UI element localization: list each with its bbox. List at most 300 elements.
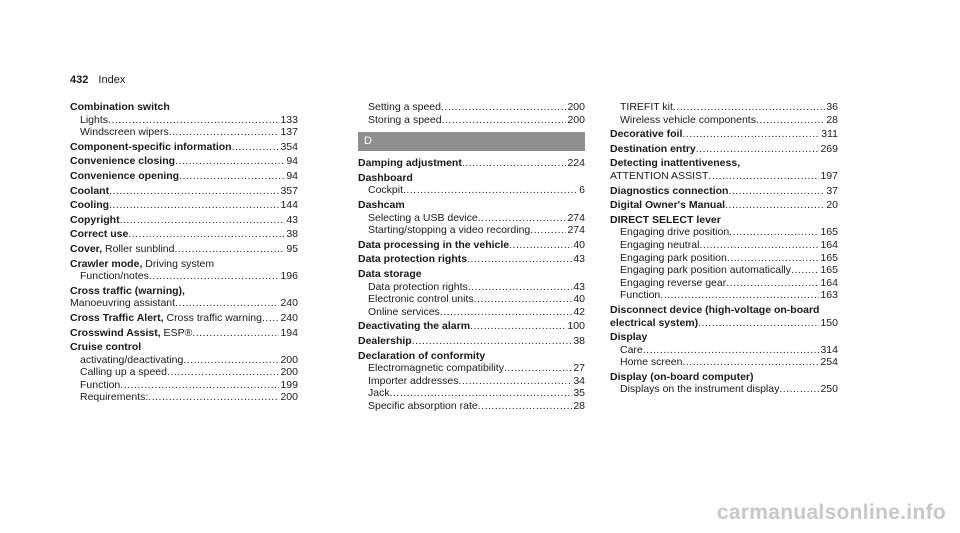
page-reference[interactable]: 199 xyxy=(280,378,298,391)
page-reference[interactable]: 165 xyxy=(820,264,838,277)
index-term xyxy=(70,155,175,168)
index-line[interactable] xyxy=(610,289,838,302)
leader-dots xyxy=(756,114,825,127)
entry-heading xyxy=(358,172,585,185)
leader-dots xyxy=(729,226,819,239)
page-reference[interactable]: 150 xyxy=(820,316,838,329)
index-term-text: Specific absorption rate xyxy=(368,399,478,412)
leader-dots xyxy=(462,157,567,170)
index-term-text: Manoeuvring assistant xyxy=(70,297,176,310)
page-reference[interactable]: 43 xyxy=(573,280,585,293)
index-line[interactable] xyxy=(358,335,585,348)
index-term xyxy=(620,383,779,396)
index-line[interactable] xyxy=(358,157,585,170)
watermark: carmanualsonline.info xyxy=(716,501,946,524)
index-term xyxy=(70,214,120,227)
index-term-text: Destination entry xyxy=(610,142,696,155)
page-reference[interactable]: 200 xyxy=(280,353,298,366)
page-reference[interactable]: 34 xyxy=(573,374,585,387)
leader-dots xyxy=(726,277,819,290)
index-line[interactable] xyxy=(610,356,838,369)
page-reference[interactable]: 165 xyxy=(820,226,838,239)
index-term xyxy=(368,114,442,127)
index-term xyxy=(368,306,440,319)
leader-dots xyxy=(120,214,286,227)
index-entry xyxy=(358,320,585,333)
index-term xyxy=(368,362,504,375)
page-reference[interactable]: 28 xyxy=(826,113,838,126)
page-reference[interactable]: 40 xyxy=(573,293,585,306)
index-term-text: Component-specific information xyxy=(70,140,232,153)
index-term-text: Data protection rights xyxy=(358,253,468,266)
index-line[interactable] xyxy=(610,239,838,252)
leader-dots xyxy=(474,293,573,306)
index-line[interactable] xyxy=(358,306,585,319)
entry-heading-text: Detecting inattentiveness, xyxy=(610,157,741,170)
index-line[interactable] xyxy=(610,114,838,127)
index-term xyxy=(368,400,478,413)
entry-heading xyxy=(610,331,838,344)
index-term-text: Importer addresses xyxy=(368,374,459,387)
index-term xyxy=(620,226,729,239)
index-term xyxy=(70,199,109,212)
leader-dots xyxy=(682,128,820,141)
leader-dots xyxy=(728,185,825,198)
index-line[interactable] xyxy=(610,185,838,198)
index-entry xyxy=(70,101,298,139)
page-reference[interactable]: 37 xyxy=(826,184,838,197)
index-line[interactable] xyxy=(70,270,298,283)
leader-dots xyxy=(109,199,279,212)
page-reference[interactable]: 357 xyxy=(280,184,298,197)
index-term xyxy=(368,387,390,400)
page-reference[interactable]: 95 xyxy=(286,242,298,255)
index-term-suffix: Roller sunblind xyxy=(102,242,175,255)
index-entry xyxy=(70,228,298,241)
page-reference[interactable]: 224 xyxy=(567,157,585,170)
index-term xyxy=(80,354,183,367)
entry-heading-text: Disconnect device (high-voltage on-board xyxy=(610,303,820,316)
index-term-text: Cover, xyxy=(70,242,103,255)
index-term xyxy=(620,289,660,302)
index-entry xyxy=(610,101,838,126)
index-term xyxy=(70,327,192,340)
index-entry xyxy=(70,185,298,198)
index-term-text: Data protection rights xyxy=(368,280,468,293)
entry-heading xyxy=(358,350,585,363)
page-reference[interactable]: 20 xyxy=(826,199,838,212)
index-term xyxy=(620,356,682,369)
index-entry xyxy=(70,155,298,168)
page-reference[interactable]: 133 xyxy=(280,113,298,126)
leader-dots xyxy=(149,270,280,283)
index-line[interactable] xyxy=(358,224,585,237)
index-line[interactable] xyxy=(610,317,838,330)
leader-dots xyxy=(682,356,819,369)
page-reference[interactable]: 100 xyxy=(567,320,585,333)
index-term xyxy=(358,320,470,333)
index-entry xyxy=(70,199,298,212)
page-reference[interactable]: 354 xyxy=(280,140,298,153)
index-line[interactable] xyxy=(70,155,298,168)
entry-heading xyxy=(358,268,585,281)
leader-dots xyxy=(643,344,820,357)
leader-dots xyxy=(441,101,566,114)
leader-dots xyxy=(440,306,573,319)
index-line[interactable] xyxy=(358,212,585,225)
page-number: 432 xyxy=(70,74,89,86)
index-term-text: Selecting a USB device xyxy=(368,211,478,224)
leader-dots xyxy=(725,199,825,212)
page-reference[interactable]: 40 xyxy=(573,238,585,251)
index-term xyxy=(80,379,120,392)
index-term-text: activating/deactivating xyxy=(80,353,184,366)
leader-dots xyxy=(174,243,285,256)
index-line[interactable] xyxy=(70,228,298,241)
entry-heading-text: Cruise control xyxy=(70,341,142,354)
index-line[interactable] xyxy=(70,214,298,227)
index-term-text: Dealership xyxy=(358,334,412,347)
entry-heading-text: Cross traffic (warning), xyxy=(70,284,185,297)
section-heading: D xyxy=(358,132,585,151)
index-term xyxy=(80,366,167,379)
index-term-text: Engaging park position automatically xyxy=(620,264,792,277)
index-term xyxy=(368,281,468,294)
index-entry xyxy=(610,157,838,182)
entry-heading-text: DIRECT SELECT lever xyxy=(610,213,721,226)
page-reference[interactable]: 137 xyxy=(280,126,298,139)
leader-dots xyxy=(403,184,578,197)
index-term-text: Storing a speed xyxy=(368,113,442,126)
entry-heading xyxy=(70,341,298,354)
index-line[interactable] xyxy=(358,239,585,252)
index-term-text: Convenience closing xyxy=(70,155,176,168)
index-entry xyxy=(70,214,298,227)
index-term xyxy=(620,277,726,290)
index-term xyxy=(70,243,174,256)
index-line[interactable] xyxy=(358,375,585,388)
index-term-text: Engaging park position xyxy=(620,251,727,264)
index-line[interactable] xyxy=(610,199,838,212)
page-reference[interactable]: 311 xyxy=(821,128,838,141)
leader-dots xyxy=(108,114,279,127)
leader-dots xyxy=(478,400,573,413)
index-line[interactable] xyxy=(610,383,838,396)
index-line[interactable] xyxy=(70,379,298,392)
index-term-text: Engaging neutral xyxy=(620,238,700,251)
page-reference[interactable]: 27 xyxy=(573,362,585,375)
index-term-text: Cross Traffic Alert, xyxy=(70,311,164,324)
index-line[interactable] xyxy=(610,277,838,290)
index-line[interactable] xyxy=(358,293,585,306)
index-line[interactable] xyxy=(358,253,585,266)
page-reference[interactable]: 94 xyxy=(286,169,298,182)
index-term-text: Requirements: xyxy=(80,391,149,404)
index-line[interactable] xyxy=(70,312,298,325)
page-reference[interactable]: 240 xyxy=(280,311,298,324)
page-reference[interactable]: 144 xyxy=(280,199,298,212)
page-reference[interactable]: 164 xyxy=(820,276,838,289)
index-term-text: Function/notes xyxy=(80,270,149,283)
index-column-1 xyxy=(70,101,298,406)
index-term-suffix: Cross traffic warning xyxy=(163,311,262,324)
index-term-text: Crosswind Assist, xyxy=(70,326,161,339)
index-term xyxy=(368,293,474,306)
page-reference[interactable]: 38 xyxy=(573,334,585,347)
page-reference[interactable]: 38 xyxy=(286,228,298,241)
index-line[interactable] xyxy=(358,400,585,413)
leader-dots xyxy=(179,170,285,183)
entry-heading xyxy=(610,371,838,384)
index-line[interactable] xyxy=(70,170,298,183)
index-entry xyxy=(358,101,585,126)
entry-heading xyxy=(610,304,838,317)
index-term xyxy=(368,101,441,114)
leader-dots xyxy=(727,252,820,265)
page-reference[interactable]: 200 xyxy=(567,113,585,126)
index-term-text: Decorative foil xyxy=(610,128,683,141)
index-term-text: Windscreen wipers xyxy=(80,126,169,139)
entry-heading xyxy=(70,285,298,298)
page-reference[interactable]: 43 xyxy=(573,253,585,266)
index-entry xyxy=(70,141,298,154)
index-line[interactable] xyxy=(70,243,298,256)
page-reference[interactable]: 6 xyxy=(579,184,585,197)
index-term-text: Function xyxy=(80,378,121,391)
index-term xyxy=(368,224,530,237)
page-reference[interactable]: 165 xyxy=(820,251,838,264)
leader-dots xyxy=(232,141,280,154)
index-term xyxy=(610,317,698,330)
index-term-text: Engaging reverse gear xyxy=(620,276,727,289)
page-reference[interactable]: 200 xyxy=(280,391,298,404)
index-term xyxy=(620,252,727,265)
page-reference[interactable]: 274 xyxy=(567,224,585,237)
page-reference[interactable]: 42 xyxy=(573,305,585,318)
page-reference[interactable]: 94 xyxy=(286,155,298,168)
index-line[interactable] xyxy=(358,362,585,375)
index-entry xyxy=(358,157,585,170)
index-term xyxy=(610,185,728,198)
index-term-text: Damping adjustment xyxy=(358,157,462,170)
leader-dots xyxy=(708,170,819,183)
index-line[interactable] xyxy=(610,170,838,183)
leader-dots xyxy=(504,362,572,375)
index-line[interactable] xyxy=(358,114,585,127)
page-title: Index xyxy=(98,74,126,86)
index-term-text: Care xyxy=(620,343,643,356)
entry-heading xyxy=(358,199,585,212)
index-entry xyxy=(70,258,298,283)
leader-dots xyxy=(442,114,567,127)
index-term-text: ATTENTION ASSIST xyxy=(610,169,709,182)
page-reference[interactable]: 200 xyxy=(567,101,585,113)
leader-dots xyxy=(120,379,279,392)
leader-dots xyxy=(660,289,819,302)
index-entry xyxy=(610,143,838,156)
index-term xyxy=(620,344,643,357)
page-reference[interactable]: 164 xyxy=(820,238,838,251)
entry-heading-text: Dashcam xyxy=(358,198,405,211)
leader-dots xyxy=(699,239,819,252)
index-term-suffix: ESP® xyxy=(160,326,193,339)
index-term xyxy=(620,101,673,114)
index-term-text: Function xyxy=(620,289,661,302)
index-line[interactable] xyxy=(70,114,298,127)
leader-dots xyxy=(698,317,819,330)
leader-dots xyxy=(175,297,279,310)
index-line[interactable] xyxy=(358,184,585,197)
index-term-text: Starting/stopping a video recording xyxy=(368,224,531,237)
index-term-text: Cockpit xyxy=(368,184,404,197)
index-line[interactable] xyxy=(70,126,298,139)
entry-heading-text: Dashboard xyxy=(358,171,413,184)
index-term-text: Engaging drive position xyxy=(620,226,730,239)
index-term xyxy=(358,157,462,170)
index-line[interactable] xyxy=(358,281,585,294)
index-entry xyxy=(70,243,298,256)
index-line[interactable] xyxy=(610,226,838,239)
index-entry xyxy=(358,253,585,266)
page-reference[interactable]: 163 xyxy=(820,289,838,302)
index-term xyxy=(70,297,175,310)
index-column-3 xyxy=(610,101,838,398)
index-entry xyxy=(70,327,298,340)
index-entry xyxy=(610,371,838,396)
page-reference[interactable]: 200 xyxy=(280,366,298,379)
index-entry xyxy=(610,214,838,302)
leader-dots xyxy=(412,335,573,348)
index-line[interactable] xyxy=(358,320,585,333)
leader-dots xyxy=(673,101,825,114)
leader-dots xyxy=(183,354,279,367)
index-entry xyxy=(358,172,585,197)
index-term xyxy=(70,170,179,183)
index-term xyxy=(620,264,791,277)
index-entry xyxy=(70,312,298,325)
index-term-text: Jack xyxy=(368,387,390,400)
index-term-text: Deactivating the alarm xyxy=(358,320,471,333)
page-reference[interactable]: 196 xyxy=(280,270,298,283)
index-term xyxy=(620,239,699,252)
page-reference[interactable]: 274 xyxy=(567,211,585,224)
leader-dots xyxy=(468,281,573,294)
page-reference[interactable]: 240 xyxy=(280,297,298,310)
index-term xyxy=(70,141,232,154)
leader-dots xyxy=(478,212,567,225)
page-reference[interactable]: 194 xyxy=(280,326,298,339)
page-reference[interactable]: 254 xyxy=(820,356,838,369)
index-term xyxy=(80,391,148,404)
index-line[interactable] xyxy=(70,185,298,198)
index-term xyxy=(80,114,108,127)
index-term-text: Electromagnetic compatibility xyxy=(368,362,504,375)
index-term-text: Copyright xyxy=(70,213,120,226)
index-line[interactable] xyxy=(70,391,298,404)
entry-heading-text: Display xyxy=(610,331,648,344)
leader-dots xyxy=(169,126,280,139)
page-reference[interactable]: 43 xyxy=(286,213,298,226)
index-entry xyxy=(610,128,838,141)
index-line[interactable] xyxy=(610,264,838,277)
index-entry xyxy=(610,331,838,369)
index-term xyxy=(358,335,412,348)
index-term-text: Convenience opening xyxy=(70,169,180,182)
leader-dots xyxy=(509,239,572,252)
page-reference[interactable]: 314 xyxy=(820,343,838,356)
index-line[interactable] xyxy=(358,387,585,400)
index-term-text: Coolant xyxy=(70,184,110,197)
index-term xyxy=(368,184,403,197)
index-term-text: Electronic control units xyxy=(368,293,474,306)
index-term-text: Lights xyxy=(80,113,109,126)
leader-dots xyxy=(192,327,279,340)
index-term xyxy=(610,128,682,141)
leader-dots xyxy=(458,375,572,388)
index-line[interactable] xyxy=(70,297,298,310)
index-term-text: Wireless vehicle components xyxy=(620,113,756,126)
index-line[interactable] xyxy=(610,128,838,141)
index-term xyxy=(358,253,467,266)
index-line[interactable] xyxy=(610,101,838,114)
index-term-text: Displays on the instrument display xyxy=(620,383,780,396)
entry-heading xyxy=(70,101,298,114)
index-term xyxy=(70,228,128,241)
index-term-text: Setting a speed xyxy=(368,101,441,113)
index-term-text: Digital Owner's Manual xyxy=(610,199,726,212)
leader-dots xyxy=(696,143,820,156)
index-line[interactable] xyxy=(610,143,838,156)
entry-heading xyxy=(610,157,838,170)
leader-dots xyxy=(148,391,279,404)
index-term-text: Online services xyxy=(368,305,440,318)
page-reference[interactable]: 36 xyxy=(826,101,838,113)
page-header xyxy=(70,74,125,86)
index-line[interactable] xyxy=(70,354,298,367)
leader-dots xyxy=(128,228,285,241)
index-column-2 xyxy=(358,101,585,414)
index-entry xyxy=(610,185,838,198)
leader-dots xyxy=(470,320,566,333)
index-line[interactable] xyxy=(358,101,585,114)
entry-heading-text: Data storage xyxy=(358,267,422,280)
leader-dots xyxy=(109,185,279,198)
page-reference[interactable]: 250 xyxy=(820,383,838,396)
index-entry xyxy=(358,239,585,252)
index-line[interactable] xyxy=(70,199,298,212)
index-entry xyxy=(358,268,585,318)
index-term xyxy=(80,126,169,139)
page-reference[interactable]: 28 xyxy=(573,399,585,412)
index-line[interactable] xyxy=(70,327,298,340)
index-entry xyxy=(358,335,585,348)
page-reference[interactable]: 269 xyxy=(820,142,838,155)
leader-dots xyxy=(530,224,566,237)
index-entry xyxy=(610,199,838,212)
index-term xyxy=(70,185,109,198)
index-line[interactable] xyxy=(70,366,298,379)
index-term-text: electrical system) xyxy=(610,316,699,329)
index-line[interactable] xyxy=(70,141,298,154)
index-term xyxy=(610,199,725,212)
index-line[interactable] xyxy=(610,344,838,357)
index-entry xyxy=(70,285,298,310)
leader-dots xyxy=(779,383,819,396)
index-line[interactable] xyxy=(610,252,838,265)
index-term-text: TIREFIT kit xyxy=(620,101,673,113)
page-reference[interactable]: 35 xyxy=(573,387,585,400)
page-reference[interactable]: 197 xyxy=(820,169,838,182)
